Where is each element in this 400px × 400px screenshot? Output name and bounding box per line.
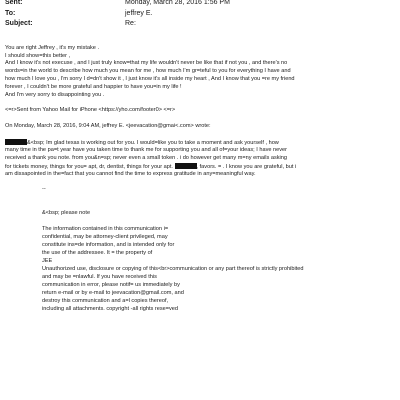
disclaimer-line: destroy this communication and a=l copies thereof, [42,298,169,304]
subject-row [5,19,395,30]
quote-line [5,139,279,147]
disclaimer-line: constitute ins=de information, and is intended only for [42,242,175,248]
disclaimer-line: The information contained in this communication i= [42,226,169,232]
quote-line: received a thank you note. from you&n=sp; never even a small token . i do however get many m=ny emails asking [5,155,288,161]
disclaimer-line: JEE [42,258,53,264]
disclaimer-line: Unauthorized use, disclosure or copying of this<br>communication or any part thereof is strictly prohibited [42,266,304,272]
quote-intro: On Monday, March 28, 2016, 9:04 AM, jeffrey E. <jeevacation@gmai<.com> wrote: [5,123,211,129]
quote-line: many time in the pa=t year have you taken time to thank me for supporting you and all of=your ideas; I have never [5,147,288,153]
quote-line: am dissapointed in the=fact that you cannot find the time to express gratitude in any=meaningful way. [5,171,256,177]
signature-dash: -- [42,186,46,192]
reply-line: I should show=this better , [5,53,71,59]
quote-text: , favors. = . I know you are grateful, but i [196,164,297,170]
subject-value: Re: [125,20,136,27]
quote-text: for tickets money, things for you= apt, dr, dentist, things for your apt. [5,164,173,170]
disclaimer-line: the use of the addressee. It = the property of [42,250,153,256]
email-header [5,0,395,30]
redaction-block [5,139,27,145]
disclaimer-line: confidential, may be attorney-client privileged, may [42,234,168,240]
redaction-block [175,163,197,169]
quote-line [5,163,296,171]
to-label: To: [5,9,16,17]
quote-text: &<bsp; Im glad texas is working out for you. I would=like you to take a moment and ask yourself , how [27,140,279,146]
reply-line: And I know it's not execuse , and I just truly know=that my life wouldn't never be like that if not you , and there's no [5,60,288,66]
please-note: &<bsp; please note [42,210,91,216]
reply-line: You are right Jeffrey , it's my mistake . [5,45,100,51]
to-row [5,9,395,20]
reply-line: how much I love you , I'm sorry I d=dn't show it , I just know it's all inside my heart , And I know that you =re my friend [5,76,295,82]
sent-row [5,0,395,9]
sent-value: Monday, March 28, 2016 1:56 PM [125,0,230,6]
reply-line: forever , I couldn't be more grateful and happier to have you=in my life ! [5,84,182,90]
disclaimer-line: communication in error, please notif= us immediately by [42,282,180,288]
to-value: jeffrey E. [125,9,153,17]
sent-label: Sent: [5,0,23,6]
subject-label: Subject: [5,20,33,27]
reply-line: And I'm very sorry to disappointing you . [5,92,105,98]
mail-signature: <=r>Sent from Yahoo Mail for iPhone <https://yho.com/footer0> <=r> [5,107,176,113]
reply-line: words=in the world to describe how much you mean for me , how much I'm gr=teful to you for everything I have and [5,68,291,74]
disclaimer-line: return e-mail or by e-mail to jeevacation@gmail.com, and [42,290,184,296]
disclaimer-line: and may be =nlawful. If you have received this [42,274,157,280]
disclaimer-line: including all attachments. copyright -all rights rese=ved [42,306,179,312]
